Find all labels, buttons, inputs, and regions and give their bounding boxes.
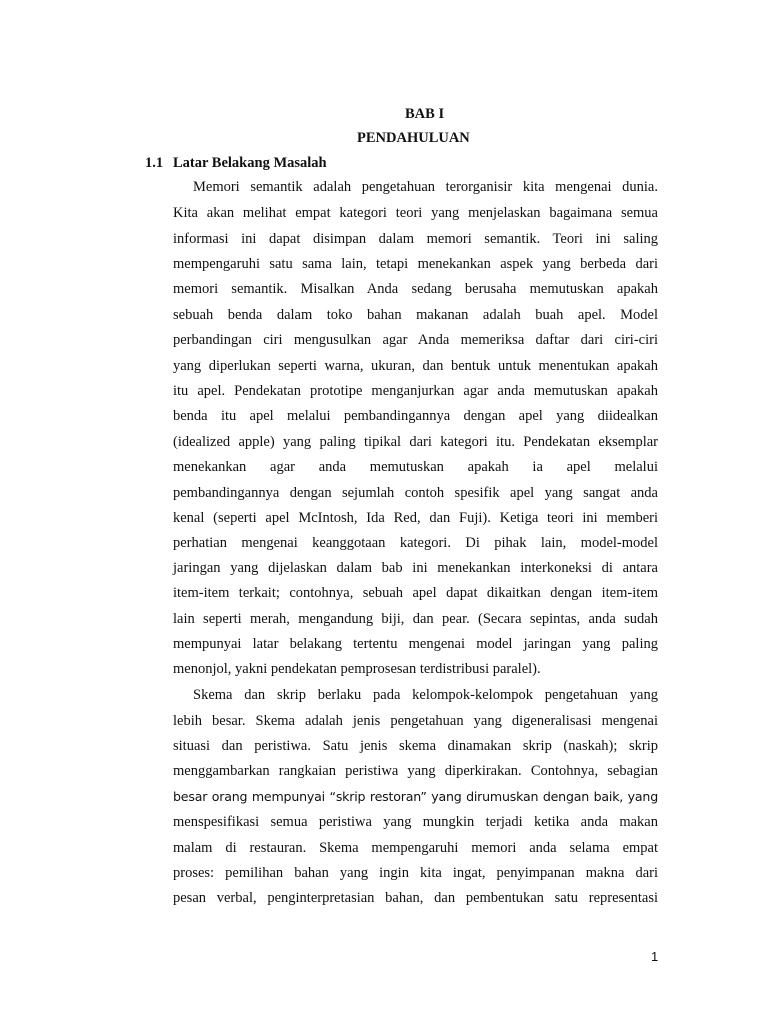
section-title: Latar Belakang Masalah (173, 155, 327, 171)
paragraph-line: sebuah benda dalam toko bahan makanan adalah buah apel. Model (173, 307, 658, 323)
paragraph-line: kenal (seperti apel McIntosh, Ida Red, dan Fuji). Ketiga teori ini memberi (173, 510, 658, 526)
chapter-number: BAB I (405, 106, 445, 122)
paragraph-line: pembandingannya dengan sejumlah contoh spesifik apel yang sangat anda (173, 485, 658, 501)
paragraph-line: Skema dan skrip berlaku pada kelompok-kelompok pengetahuan yang (193, 687, 658, 703)
paragraph-line: benda itu apel melalui pembandingannya dengan apel yang diidealkan (173, 408, 658, 424)
paragraph-line: (idealized apple) yang paling tipikal dari kategori itu. Pendekatan eksemplar (173, 434, 658, 450)
paragraph-line: malam di restauran. Skema mempengaruhi memori anda selama empat (173, 840, 658, 856)
page-number: 1 (651, 949, 659, 964)
paragraph-line: Kita akan melihat empat kategori teori yang menjelaskan bagaimana semua (173, 205, 658, 221)
paragraph-line: lain seperti merah, mengandung biji, dan pear. (Secara sepintas, anda sudah (173, 611, 658, 627)
paragraph-line: pesan verbal, penginterpretasian bahan, dan pembentukan satu representasi (173, 890, 658, 906)
paragraph-line: mempunyai latar belakang tertentu mengenai model jaringan yang paling (173, 636, 658, 652)
section-heading (145, 153, 327, 173)
paragraph-line: Memori semantik adalah pengetahuan terorganisir kita mengenai dunia. (193, 179, 658, 195)
paragraph-line: itu apel. Pendekatan prototipe menganjurkan agar anda memutuskan apakah (173, 383, 658, 399)
paragraph-line: besar orang mempunyai “skrip restoran” yang dirumuskan dengan baik, yang (173, 789, 658, 804)
paragraph-line: menonjol, yakni pendekatan pemprosesan terdistribusi paralel). (173, 661, 541, 677)
paragraph-line: yang diperlukan seperti warna, ukuran, dan bentuk untuk menentukan apakah (173, 358, 658, 374)
paragraph-line: informasi ini dapat disimpan dalam memori semantik. Teori ini saling (173, 231, 658, 247)
paragraph-line: perhatian mengenai keanggotaan kategori. Di pihak lain, model-model (173, 535, 658, 551)
paragraph-line: item-item terkait; contohnya, sebuah apel dapat dikaitkan dengan item-item (173, 585, 658, 601)
paragraph-line: memori semantik. Misalkan Anda sedang berusaha memutuskan apakah (173, 281, 658, 297)
paragraph-line: proses: pemilihan bahan yang ingin kita ingat, penyimpanan makna dari (173, 865, 658, 881)
paragraph-line: perbandingan ciri mengusulkan agar Anda memeriksa daftar dari ciri-ciri (173, 332, 658, 348)
paragraph-line: menspesifikasi semua peristiwa yang mungkin terjadi ketika anda makan (173, 814, 658, 830)
paragraph-line: mempengaruhi satu sama lain, tetapi menekankan aspek yang berbeda dari (173, 256, 658, 272)
section-number: 1.1 (145, 155, 164, 171)
paragraph-line: jaringan yang dijelaskan dalam bab ini menekankan interkoneksi di antara (173, 560, 658, 576)
paragraph-line: lebih besar. Skema adalah jenis pengetahuan yang digeneralisasi mengenai (173, 713, 658, 729)
paragraph-line: menggambarkan rangkaian peristiwa yang diperkirakan. Contohnya, sebagian (173, 763, 658, 779)
paragraph-line: situasi dan peristiwa. Satu jenis skema dinamakan skrip (naskah); skrip (173, 738, 658, 754)
chapter-title: PENDAHULUAN (357, 130, 470, 146)
paragraph-line: menekankan agar anda memutuskan apakah ia apel melalui (173, 459, 658, 475)
